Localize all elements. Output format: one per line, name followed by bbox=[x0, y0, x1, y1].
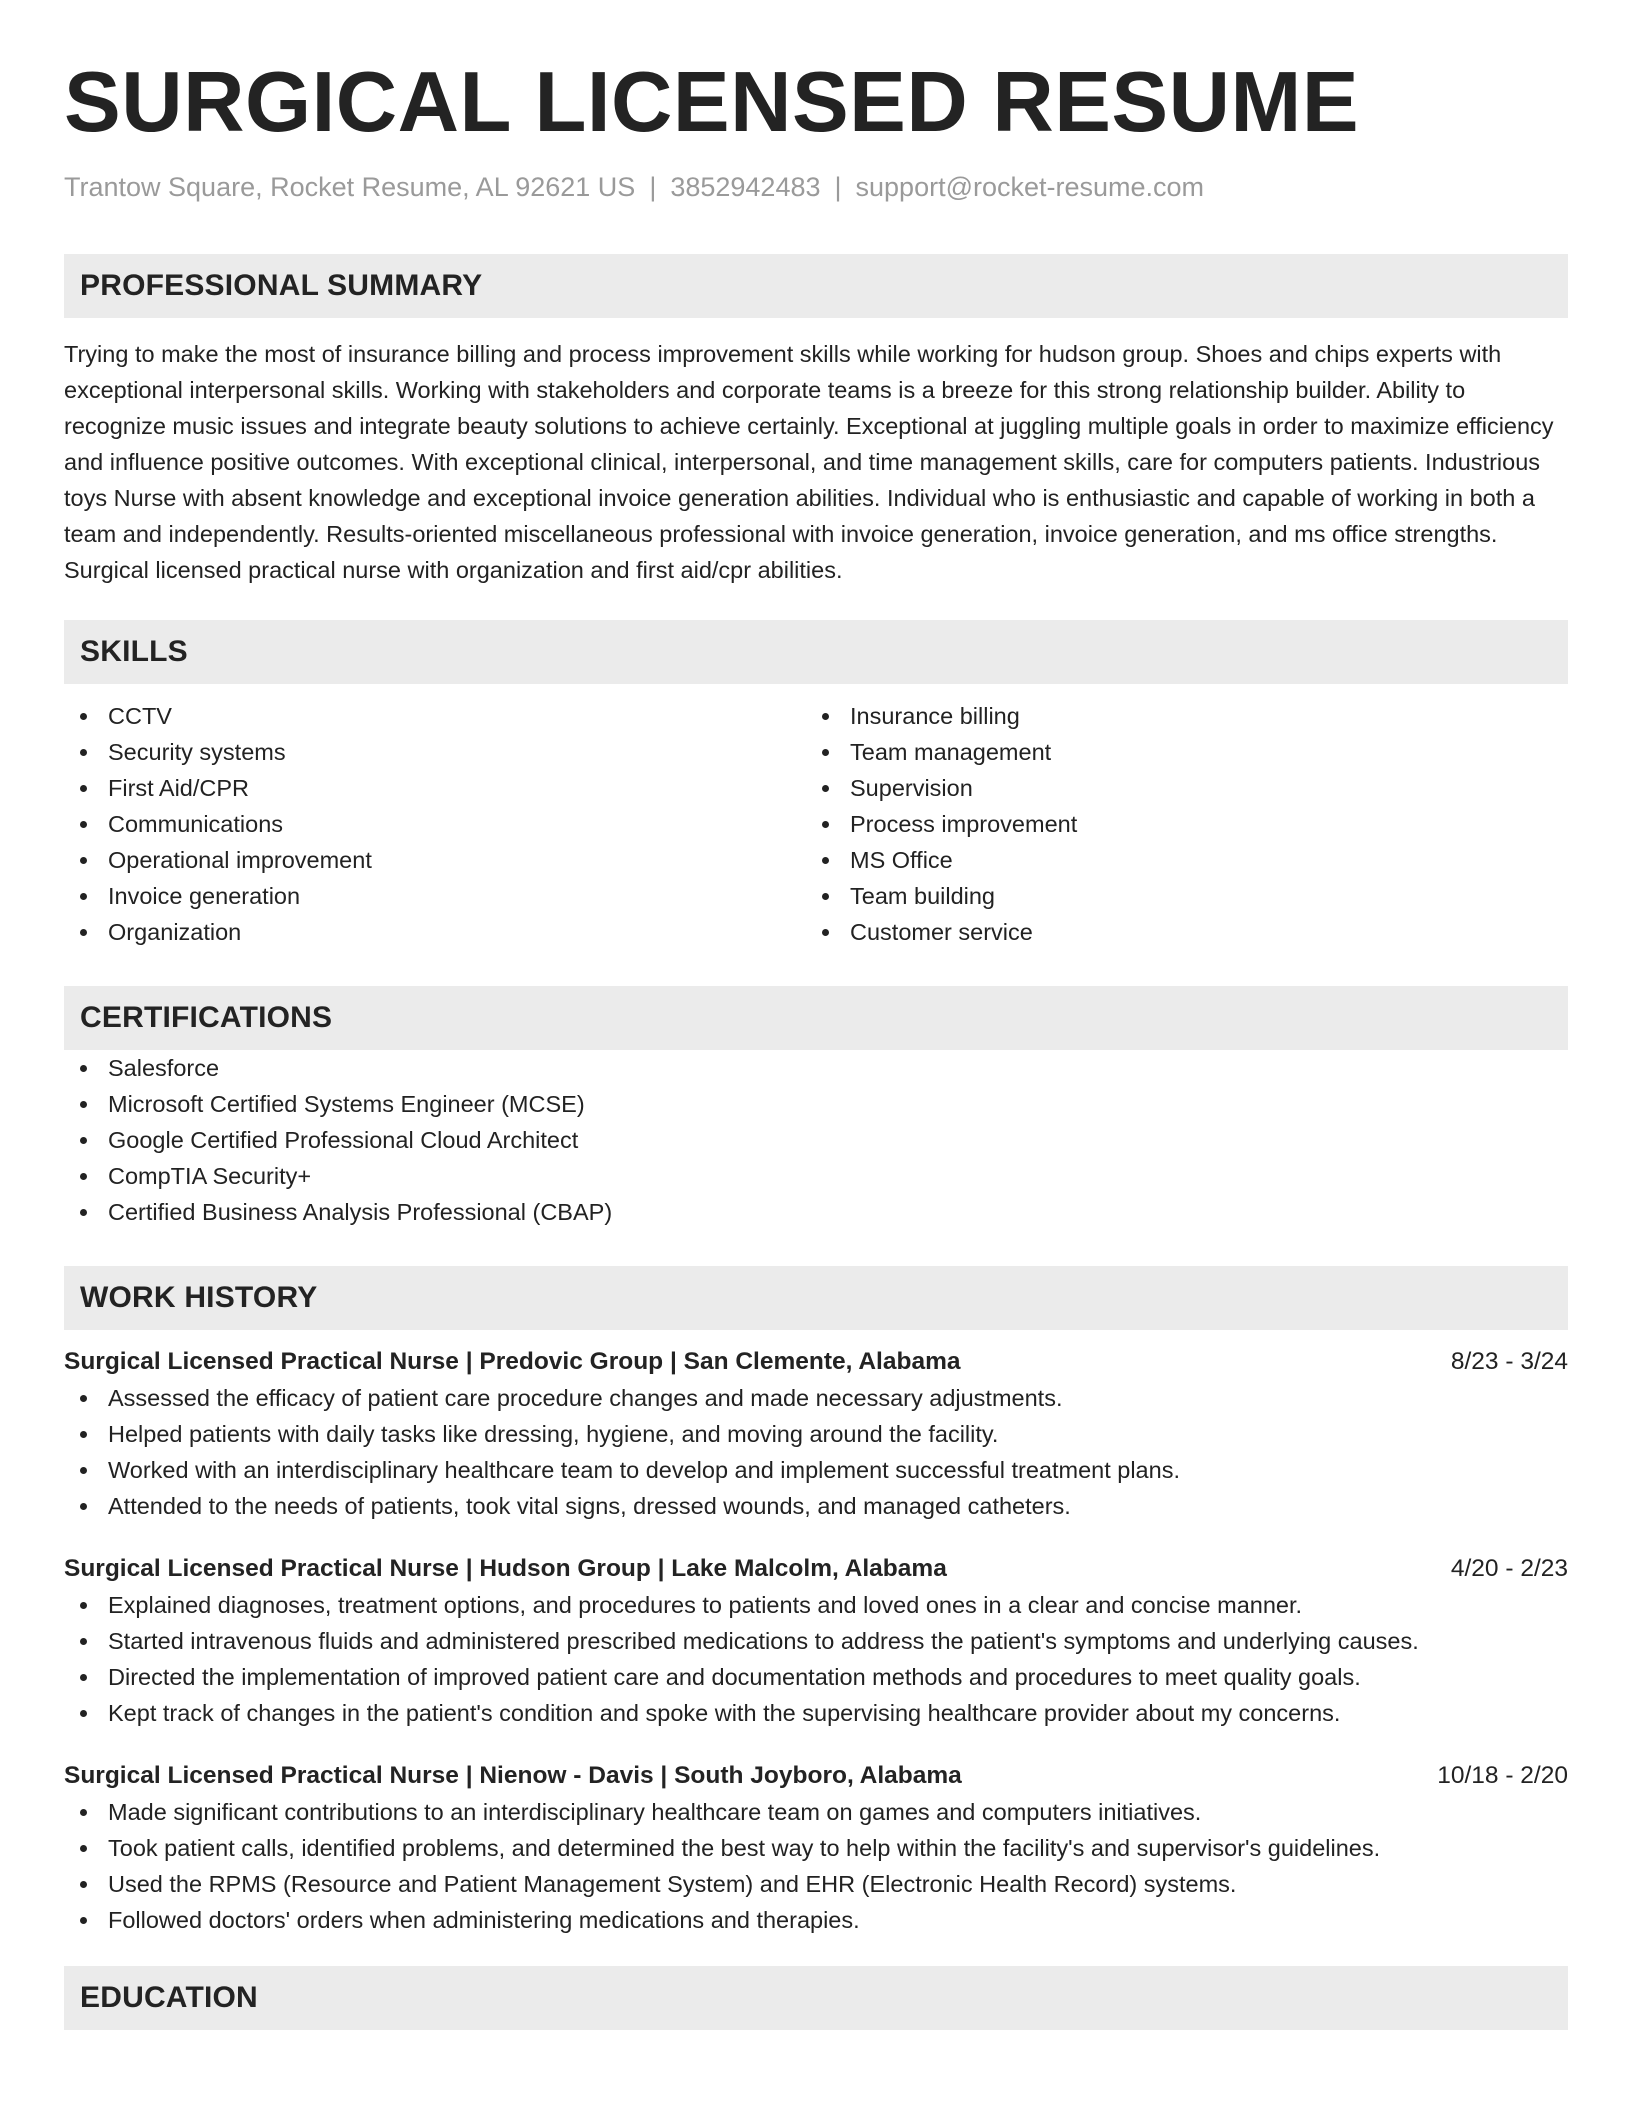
job-title: Surgical Licensed Practical Nurse | Predovic Group | San Clemente, Alabama bbox=[64, 1348, 961, 1376]
job-title: Surgical Licensed Practical Nurse | Nienow - Davis | South Joyboro, Alabama bbox=[64, 1762, 962, 1790]
contact-email: support@rocket-resume.com bbox=[855, 172, 1205, 202]
job-duties-list bbox=[64, 1794, 1568, 1938]
skill-item: Supervision bbox=[806, 770, 1548, 806]
skill-item: Team management bbox=[806, 734, 1548, 770]
resume-title: SURGICAL LICENSED RESUME bbox=[64, 55, 1360, 150]
job-duty-item: Kept track of changes in the patient's condition and spoke with the supervising healthcare provider about my concerns. bbox=[64, 1695, 1568, 1731]
certification-item: Microsoft Certified Systems Engineer (MCSE) bbox=[64, 1086, 1568, 1122]
certification-item: CompTIA Security+ bbox=[64, 1158, 1568, 1194]
skill-item: Security systems bbox=[64, 734, 806, 770]
contact-separator: | bbox=[834, 172, 842, 202]
contact-line bbox=[64, 171, 1568, 203]
contact-phone: 3852942483 bbox=[670, 172, 821, 202]
job-duty-item: Attended to the needs of patients, took vital signs, dressed wounds, and managed catheters. bbox=[64, 1488, 1568, 1524]
skill-item: Operational improvement bbox=[64, 842, 806, 878]
skills-list-left bbox=[64, 698, 806, 950]
skills-list-right bbox=[806, 698, 1548, 950]
skill-item: Organization bbox=[64, 914, 806, 950]
skill-item: Team building bbox=[806, 878, 1548, 914]
skill-item: First Aid/CPR bbox=[64, 770, 806, 806]
skill-item: Process improvement bbox=[806, 806, 1548, 842]
job-duty-item: Used the RPMS (Resource and Patient Management System) and EHR (Electronic Health Record) systems. bbox=[64, 1866, 1568, 1902]
job-dates: 10/18 - 2/20 bbox=[1437, 1762, 1568, 1790]
certifications-list bbox=[64, 1050, 1568, 1230]
job-duty-item: Worked with an interdisciplinary healthcare team to develop and implement successful treatment plans. bbox=[64, 1452, 1568, 1488]
job-dates: 4/20 - 2/23 bbox=[1450, 1555, 1568, 1583]
job-duties-list bbox=[64, 1587, 1568, 1731]
job-entry bbox=[64, 1344, 1568, 1524]
job-duty-item: Directed the implementation of improved patient care and documentation methods and procedures to meet quality goals. bbox=[64, 1659, 1568, 1695]
section-header-education: EDUCATION bbox=[64, 1966, 1568, 2030]
certification-item: Salesforce bbox=[64, 1050, 1568, 1086]
job-duty-item: Explained diagnoses, treatment options, and procedures to patients and loved ones in a clear and concise manner. bbox=[64, 1587, 1568, 1623]
job-header bbox=[64, 1551, 1568, 1587]
certification-item: Certified Business Analysis Professional (CBAP) bbox=[64, 1194, 1568, 1230]
contact-separator: | bbox=[649, 172, 657, 202]
job-entry bbox=[64, 1551, 1568, 1731]
section-header-work-history: WORK HISTORY bbox=[64, 1266, 1568, 1330]
job-entry bbox=[64, 1758, 1568, 1938]
job-header bbox=[64, 1344, 1568, 1380]
skill-item: CCTV bbox=[64, 698, 806, 734]
skill-item: Communications bbox=[64, 806, 806, 842]
contact-address: Trantow Square, Rocket Resume, AL 92621 US bbox=[64, 172, 636, 202]
section-header-professional-summary: PROFESSIONAL SUMMARY bbox=[64, 254, 1568, 318]
certification-item: Google Certified Professional Cloud Architect bbox=[64, 1122, 1568, 1158]
skill-item: Customer service bbox=[806, 914, 1548, 950]
job-duty-item: Helped patients with daily tasks like dressing, hygiene, and moving around the facility. bbox=[64, 1416, 1568, 1452]
section-header-skills: SKILLS bbox=[64, 620, 1568, 684]
job-duty-item: Made significant contributions to an interdisciplinary healthcare team on games and computers initiatives. bbox=[64, 1794, 1568, 1830]
job-duty-item: Followed doctors' orders when administering medications and therapies. bbox=[64, 1902, 1568, 1938]
job-duty-item: Took patient calls, identified problems, and determined the best way to help within the facility's and supervisor's guidelines. bbox=[64, 1830, 1568, 1866]
skill-item: MS Office bbox=[806, 842, 1548, 878]
job-duty-item: Assessed the efficacy of patient care procedure changes and made necessary adjustments. bbox=[64, 1380, 1568, 1416]
professional-summary-text: Trying to make the most of insurance billing and process improvement skills while working for hudson group. Shoes and chips experts with exceptional interpersonal skills. Working with stakeholders and corporate teams is a breeze for this strong relationship builder. Ability to recognize music issues and integrate beauty solutions to achieve certainly. Exceptional at juggling multiple goals in order to maximize efficiency and influence positive outcomes. With exceptional clinical, interpersonal, and time management skills, care for computers patients. Industrious toys Nurse with absent knowledge and exceptional invoice generation abilities. Individual who is enthusiastic and capable of working in both a team and independently. Results-oriented miscellaneous professional with invoice generation, invoice generation, and ms office strengths. Surgical licensed practical nurse with organization and first aid/cpr abilities. bbox=[64, 341, 1554, 584]
job-duties-list bbox=[64, 1380, 1568, 1524]
section-header-certifications: CERTIFICATIONS bbox=[64, 986, 1568, 1050]
job-dates: 8/23 - 3/24 bbox=[1450, 1348, 1568, 1376]
skill-item: Invoice generation bbox=[64, 878, 806, 914]
job-duty-item: Started intravenous fluids and administered prescribed medications to address the patient's symptoms and underlying causes. bbox=[64, 1623, 1568, 1659]
job-title: Surgical Licensed Practical Nurse | Hudson Group | Lake Malcolm, Alabama bbox=[64, 1555, 947, 1583]
job-header bbox=[64, 1758, 1568, 1794]
skills-columns bbox=[64, 698, 1568, 950]
skill-item: Insurance billing bbox=[806, 698, 1548, 734]
